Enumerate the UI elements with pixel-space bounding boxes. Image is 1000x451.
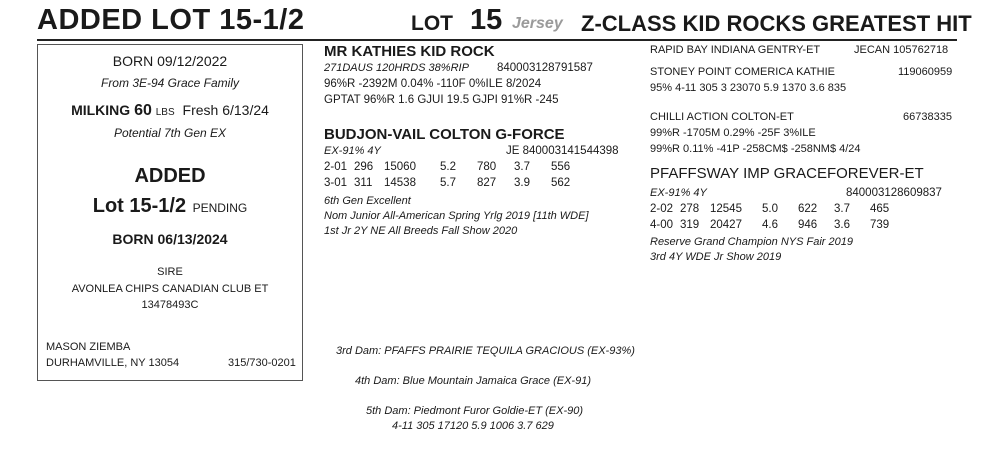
record-age: 3-01: [324, 177, 348, 189]
record-age: 2-02: [650, 203, 674, 215]
consignor-phone: 315/730-0201: [228, 357, 296, 369]
record-age: 2-01: [324, 161, 348, 173]
added-label: ADDED: [134, 165, 206, 187]
pending-label: PENDING: [192, 201, 248, 215]
record-milk: 14538: [384, 177, 416, 189]
record-days: 296: [354, 161, 374, 173]
record-age: 4-00: [650, 219, 674, 231]
third-dam: 3rd Dam: PFAFFS PRAIRIE TEQUILA GRACIOUS (EX-93%): [336, 345, 635, 357]
pedigree-name: CHILLI ACTION COLTON-ET: [650, 111, 794, 123]
record-fat-pct: 5.0: [762, 203, 778, 215]
record-protein: 465: [870, 203, 890, 215]
record-days: 319: [680, 219, 700, 231]
pedigree-code: 119060959: [898, 66, 953, 78]
record-fat: 622: [798, 203, 818, 215]
milking-line: [37, 102, 303, 120]
dam-note: Nom Junior All-American Spring Yrlg 2019 [11th WDE]: [324, 210, 589, 222]
sire-genomics-line: 96%R -2392M 0.04% -110F 0%ILE 8/2024: [324, 78, 542, 90]
record-protein-pct: 3.6: [834, 219, 850, 231]
record-fat-pct: 4.6: [762, 219, 778, 231]
pedigree-registration: 840003128609837: [846, 187, 942, 199]
pedigree-name: RAPID BAY INDIANA GENTRY-ET: [650, 44, 821, 56]
record-fat-pct: 5.7: [440, 177, 456, 189]
lot-label: LOT: [411, 12, 453, 35]
milking-value: 60: [134, 102, 152, 119]
record-protein-pct: 3.7: [834, 203, 850, 215]
pedigree-note: 3rd 4Y WDE Jr Show 2019: [650, 251, 782, 263]
fourth-dam: 4th Dam: Blue Mountain Jamaica Grace (EX-91): [355, 375, 591, 387]
record-protein-pct: 3.7: [514, 161, 530, 173]
record-protein: 556: [551, 161, 571, 173]
dam-note: 1st Jr 2Y NE All Breeds Fall Show 2020: [324, 225, 518, 237]
lot-number: 15: [470, 4, 503, 36]
consignor-name: MASON ZIEMBA: [46, 341, 131, 353]
added-lot-title: ADDED LOT 15-1/2: [37, 4, 305, 36]
sire-id: 13478493C: [141, 299, 199, 311]
fifth-dam-record: 4-11 305 17120 5.9 1006 3.7 629: [392, 420, 554, 432]
pedigree-record-row: [650, 203, 889, 215]
record-fat: 946: [798, 219, 818, 231]
record-fat: 827: [477, 177, 497, 189]
pedigree-record-row: [650, 219, 889, 231]
potential-line: Potential 7th Gen EX: [113, 126, 227, 140]
record-days: 278: [680, 203, 700, 215]
born-date: BORN 09/12/2022: [112, 53, 228, 69]
record-milk: 12545: [710, 203, 742, 215]
milking-unit: LBS: [155, 107, 175, 118]
added-lot-number: Lot 15-1/2: [92, 195, 187, 217]
calf-born-date: BORN 06/13/2024: [112, 231, 228, 247]
record-protein-pct: 3.9: [514, 177, 530, 189]
record-milk: 15060: [384, 161, 416, 173]
pedigree-genomics: 99%R -1705M 0.29% -25F 3%ILE: [650, 127, 816, 139]
record-protein: 562: [551, 177, 571, 189]
record-protein: 739: [870, 219, 890, 231]
sire-gptat-line: GPTAT 96%R 1.6 GJUI 19.5 GJPI 91%R -245: [324, 94, 559, 106]
pedigree-name: STONEY POINT COMERICA KATHIE: [650, 66, 836, 78]
milking-label: MILKING: [71, 102, 131, 118]
dam-note: 6th Gen Excellent: [324, 195, 411, 207]
sire-registration: 840003128791587: [497, 62, 593, 74]
pedigree-code: JECAN 105762718: [854, 44, 949, 56]
added-lot-line: [37, 195, 303, 218]
dam-registration: JE 840003141544398: [506, 145, 619, 157]
pedigree-dam-name: PFAFFSWAY IMP GRACEFOREVER-ET: [650, 165, 924, 182]
header-rule: [37, 39, 957, 41]
fresh-date: Fresh 6/13/24: [182, 102, 269, 118]
record-days: 311: [354, 177, 373, 189]
dam-classification: EX-91% 4Y: [324, 145, 381, 157]
sire-block-name: MR KATHIES KID ROCK: [324, 43, 495, 60]
sire-label: SIRE: [157, 266, 183, 278]
record-milk: 20427: [710, 219, 742, 231]
pedigree-record: 95% 4-11 305 3 23070 5.9 1370 3.6 835: [650, 82, 847, 94]
pedigree-note: Reserve Grand Champion NYS Fair 2019: [650, 236, 853, 248]
pedigree-classification: EX-91% 4Y: [650, 187, 707, 199]
dam-name: BUDJON-VAIL COLTON G-FORCE: [324, 126, 565, 143]
family-line: From 3E-94 Grace Family: [100, 76, 240, 90]
pedigree-code: 66738335: [903, 111, 952, 123]
sire-name: AVONLEA CHIPS CANADIAN CLUB ET: [71, 283, 269, 295]
breed-label: Jersey: [512, 15, 563, 32]
consignor-city: DURHAMVILLE, NY 13054: [46, 357, 180, 369]
dam-record-row: [324, 161, 570, 173]
dam-record-row: [324, 177, 570, 189]
fifth-dam: 5th Dam: Piedmont Furor Goldie-ET (EX-90): [366, 405, 584, 417]
record-fat-pct: 5.2: [440, 161, 456, 173]
pedigree-genomics: 99%R 0.11% -41P -258CM$ -258NM$ 4/24: [650, 143, 861, 155]
record-fat: 780: [477, 161, 497, 173]
animal-name: Z-CLASS KID ROCKS GREATEST HIT: [581, 11, 972, 36]
sire-daughters-line: 271DAUS 120HRDS 38%RIP: [324, 62, 469, 74]
